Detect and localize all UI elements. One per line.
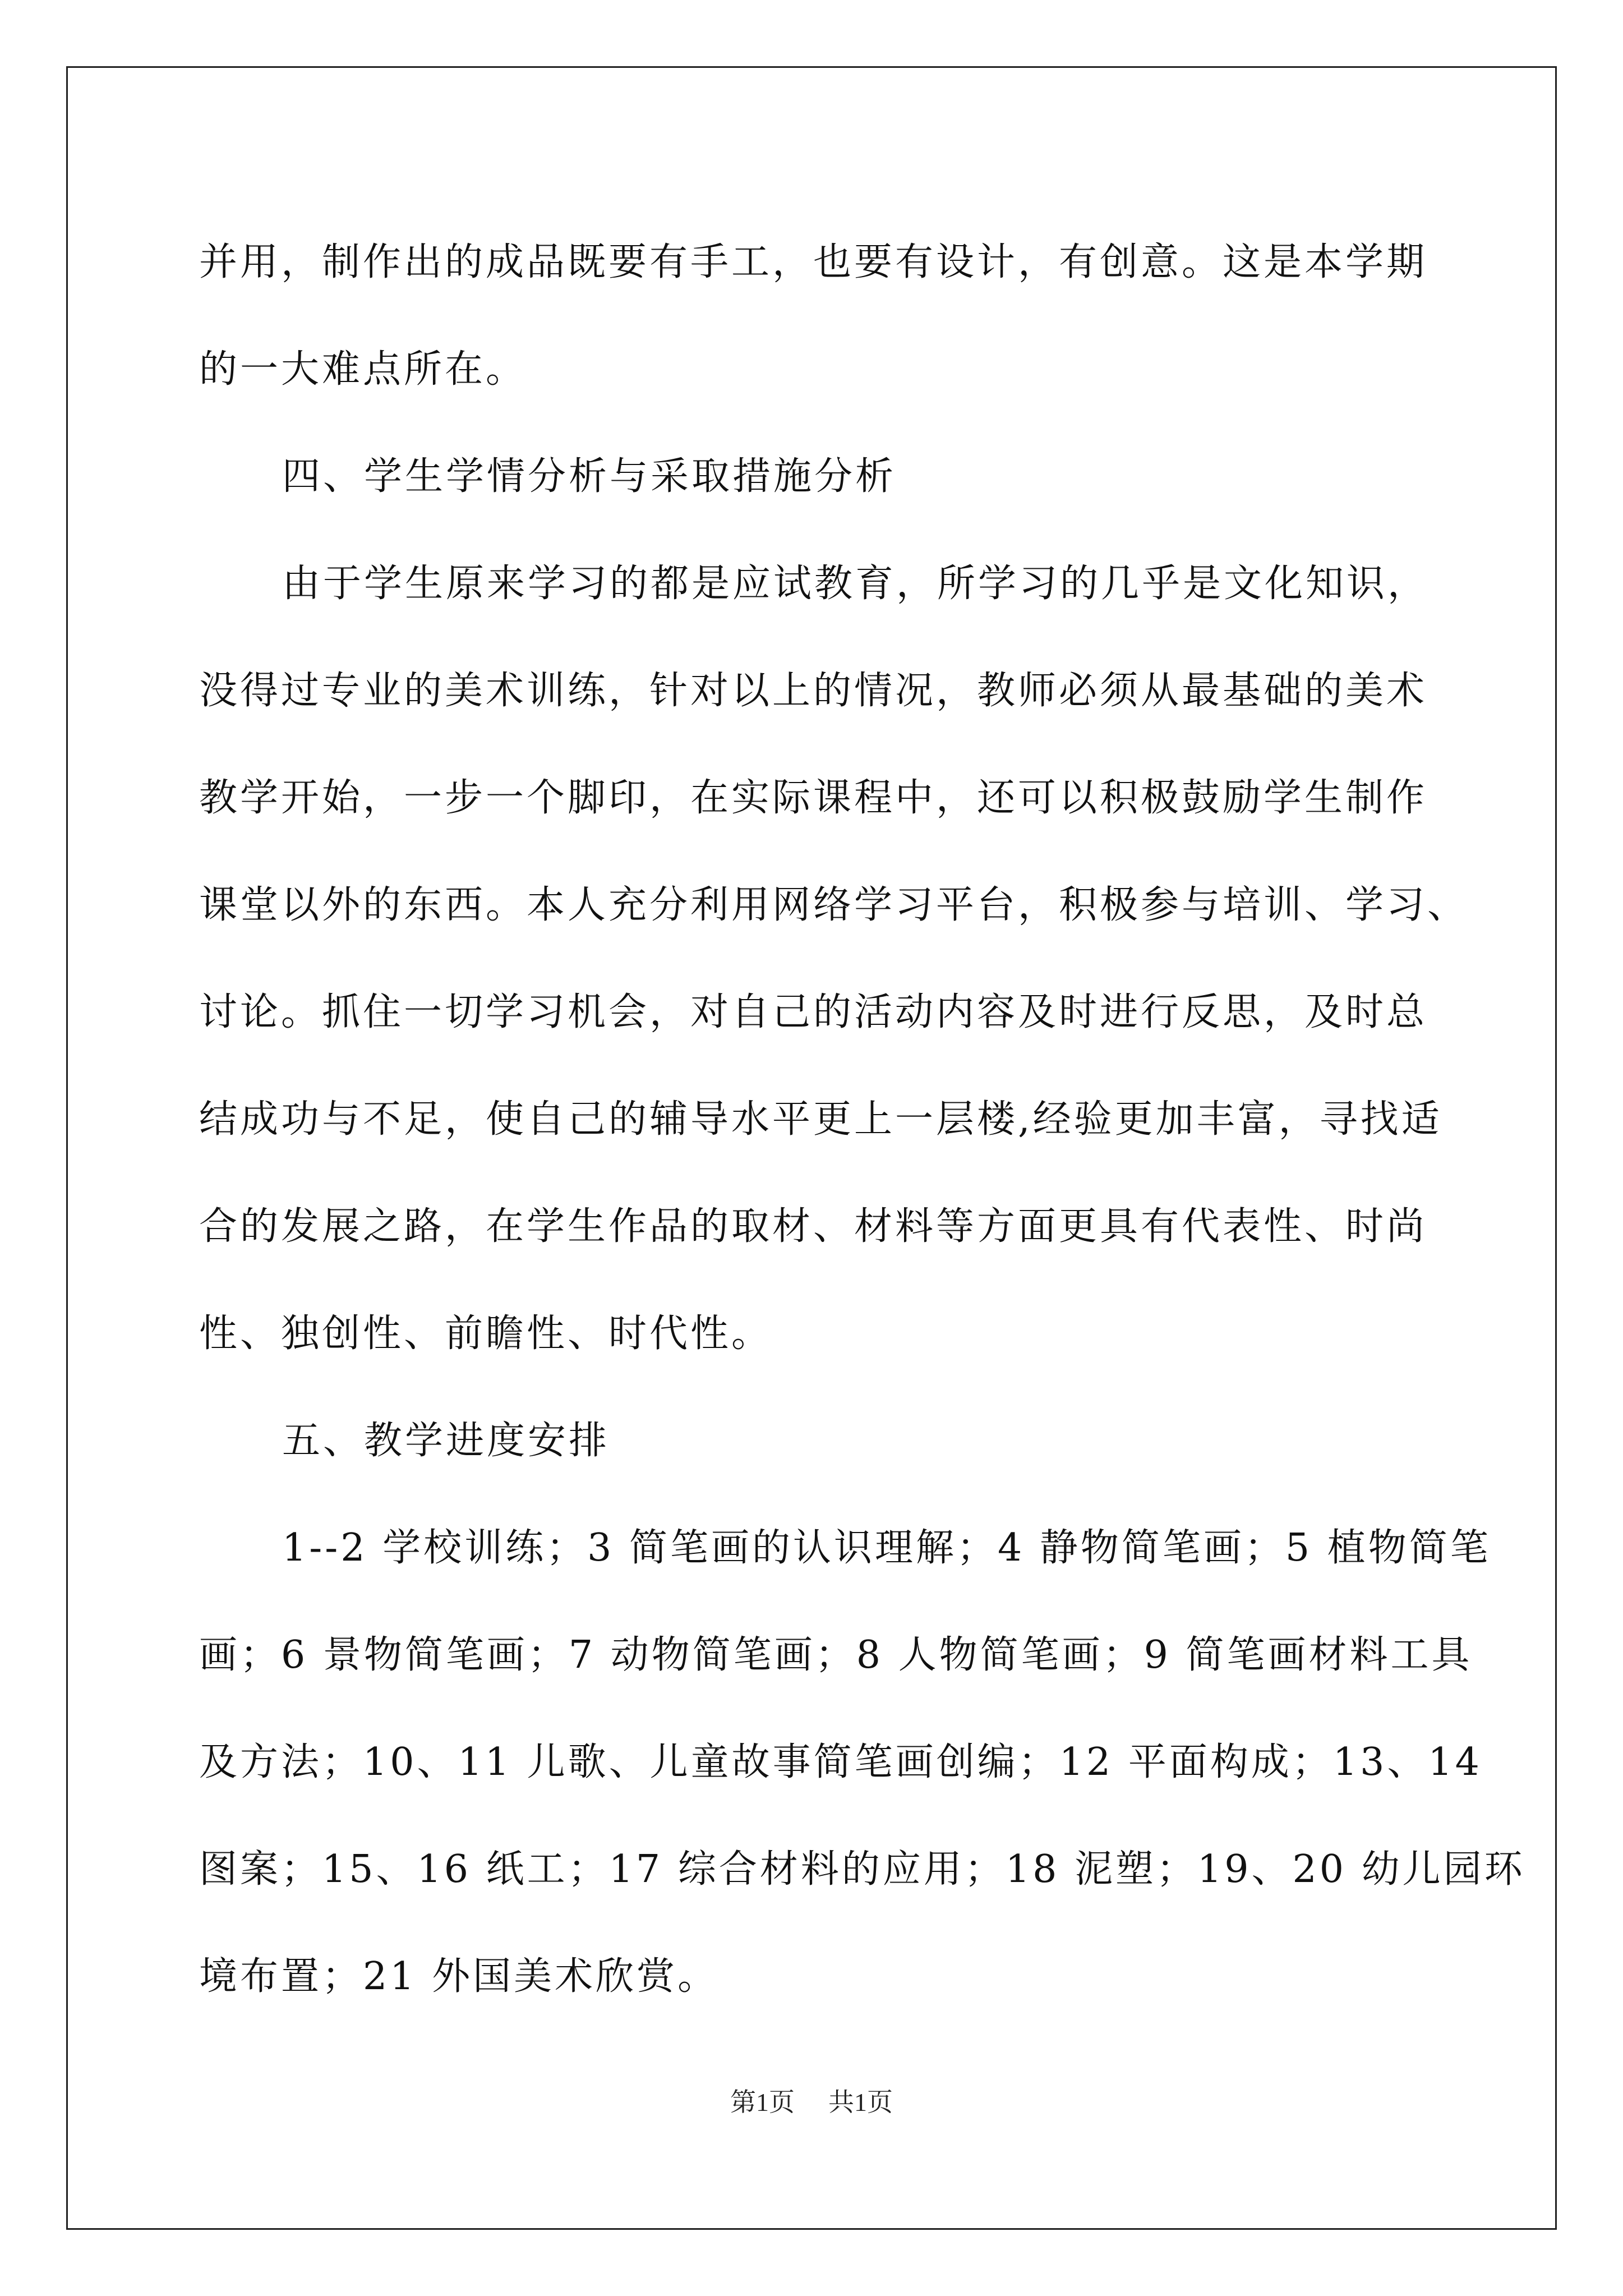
body-line: 没得过专业的美术训练，针对以上的情况，教师必须从最基础的美术 <box>199 669 1428 713</box>
body-line: 并用，制作出的成品既要有手工，也要有设计，有创意。这是本学期 <box>199 240 1428 284</box>
body-line: 画；6 景物简笔画；7 动物简笔画；8 人物简笔画；9 简笔画材料工具 <box>199 1633 1473 1677</box>
body-line: 课堂以外的东西。本人充分利用网络学习平台，积极参与培训、学习、 <box>199 883 1469 927</box>
body-line: 由于学生原来学习的都是应试教育，所学习的几乎是文化知识， <box>282 562 1429 606</box>
document-body <box>199 209 1525 2030</box>
body-line: 教学开始，一步一个脚印，在实际课程中，还可以积极鼓励学生制作 <box>199 776 1428 820</box>
page-number-current: 第1页 <box>730 2088 795 2116</box>
page-number-total: 共1页 <box>828 2088 893 2116</box>
page-footer <box>0 2086 1623 2119</box>
body-line: 图案；15、16 纸工；17 综合材料的应用；18 泥塑；19、20 幼儿园环 <box>199 1847 1525 1892</box>
body-line: 及方法；10、11 儿歌、儿童故事简笔画创编；12 平面构成；13、14 <box>199 1740 1482 1784</box>
section-heading: 五、教学进度安排 <box>282 1419 610 1463</box>
body-line: 讨论。抓住一切学习机会，对自己的活动内容及时进行反思，及时总 <box>199 990 1428 1034</box>
section-heading: 四、学生学情分析与采取措施分析 <box>282 454 897 499</box>
body-line: 1--2 学校训练；3 简笔画的认识理解；4 静物简笔画；5 植物简笔 <box>282 1526 1491 1570</box>
body-line: 结成功与不足，使自己的辅导水平更上一层楼,经验更加丰富，寻找适 <box>199 1097 1442 1142</box>
body-line: 合的发展之路，在学生作品的取材、材料等方面更具有代表性、时尚 <box>199 1204 1428 1249</box>
body-line: 的一大难点所在。 <box>199 347 527 392</box>
body-line: 性、独创性、前瞻性、时代性。 <box>199 1312 773 1356</box>
body-line: 境布置；21 外国美术欣赏。 <box>199 1954 719 1999</box>
